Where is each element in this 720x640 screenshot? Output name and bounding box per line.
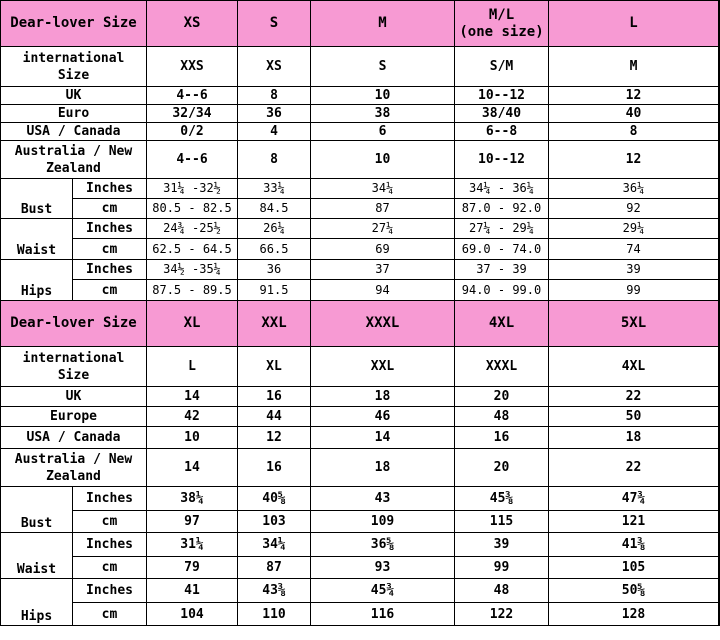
table-row [1,603,720,626]
hips-cm-value: 94.0 - 99.0 [455,280,549,301]
international-size-value: M [549,47,719,87]
international-size-2-value: XXXL [455,347,549,387]
waist-inches-value [719,219,720,239]
waist-2-cm-value [719,557,720,579]
size-header-2-title: Dear-lover Size [1,301,147,347]
waist-2-cm-label: cm [73,557,147,579]
bust-2-inches-label: Inches [73,487,147,511]
size-header-size: M/L (one size) [455,1,549,47]
size-header-size: L [549,1,719,47]
uk-size-value: 10--12 [455,87,549,105]
waist-inches-value: 29¼ [549,219,719,239]
uk-size-label: UK [1,87,147,105]
uk-size-2-label: UK [1,387,147,407]
bust-cm-value: 80.5 - 82.5 [147,199,238,219]
waist-inches-label: Inches [73,219,147,239]
table-row [1,1,720,47]
table-row [1,47,720,87]
waist-2-inches-value: 41⅜ [549,533,719,557]
waist-2-cm-value: 99 [455,557,549,579]
europe-size-2-value: 44 [238,407,311,427]
bust-2-cm-label: cm [73,511,147,533]
waist-cm-value: 62.5 - 64.5 [147,239,238,260]
australia-size-2-value: 14 [147,449,238,487]
bust-2-inches-value: 43 [311,487,455,511]
table-row [1,387,720,407]
europe-size-2-value: 42 [147,407,238,427]
usa-size-value [719,123,720,141]
bust-2-cm-value: 115 [455,511,549,533]
uk-size-value: 8 [238,87,311,105]
usa-size-2-value: 18 [549,427,719,449]
usa-size-value: 6--8 [455,123,549,141]
hips-cm-value: 91.5 [238,280,311,301]
waist-inches-value: 27¼ - 29¼ [455,219,549,239]
hips-inches-value [719,260,720,280]
europe-size-2-value: 48 [455,407,549,427]
international-size-label: international Size [1,47,147,87]
size-header-size: M [311,1,455,47]
international-size-2-value: 4XL [549,347,719,387]
usa-size-label: USA / Canada [1,123,147,141]
table-row [1,239,720,260]
usa-size-value: 0/2 [147,123,238,141]
uk-size-value: 10 [311,87,455,105]
euro-size-value: 38 [311,105,455,123]
euro-size-label: Euro [1,105,147,123]
table-row [1,260,720,280]
bust-inches-label: Inches [73,179,147,199]
hips-2-cm-value: 122 [455,603,549,626]
hips-inches-value: 36 [238,260,311,280]
waist-inches-value: 27¼ [311,219,455,239]
euro-size-value: 38/40 [455,105,549,123]
hips-cm-label: cm [73,280,147,301]
bust-2-inches-value: 40⅝ [238,487,311,511]
bust-2-inches-value: 38¼ [147,487,238,511]
table-row [1,123,720,141]
bust-2-cm-value [719,511,720,533]
australia-size-value: 4--6 [147,141,238,179]
size-header-size [719,1,720,47]
australia-size-2-label: Australia / New Zealand [1,449,147,487]
uk-size-value: 4--6 [147,87,238,105]
waist-2-label: Waist [1,533,73,579]
europe-size-2-value: 50 [549,407,719,427]
usa-size-2-value [719,427,720,449]
australia-size-value: 12 [549,141,719,179]
bust-2-cm-value: 109 [311,511,455,533]
size-header-size: S [238,1,311,47]
australia-size-value: 10--12 [455,141,549,179]
bust-2-inches-value [719,487,720,511]
hips-cm-value: 99 [549,280,719,301]
waist-inches-value: 26¼ [238,219,311,239]
waist-2-cm-value: 87 [238,557,311,579]
australia-size-2-value: 22 [549,449,719,487]
waist-2-cm-value: 105 [549,557,719,579]
hips-2-inches-value: 48 [455,579,549,603]
hips-2-label: Hips [1,579,73,626]
euro-size-value: 36 [238,105,311,123]
hips-2-inches-value: 45¾ [311,579,455,603]
waist-label: Waist [1,219,73,260]
hips-cm-value [719,280,720,301]
waist-2-cm-value: 93 [311,557,455,579]
table-row [1,219,720,239]
uk-size-2-value: 14 [147,387,238,407]
table-row [1,199,720,219]
bust-cm-value: 84.5 [238,199,311,219]
table-row [1,487,720,511]
table-row [1,533,720,557]
waist-2-inches-label: Inches [73,533,147,557]
international-size-value: S [311,47,455,87]
euro-size-value: 40 [549,105,719,123]
waist-cm-value: 69.0 - 74.0 [455,239,549,260]
waist-cm-label: cm [73,239,147,260]
size-header-2-size: XXL [238,301,311,347]
europe-size-2-value: 46 [311,407,455,427]
waist-cm-value: 74 [549,239,719,260]
size-header-2-size: XXXL [311,301,455,347]
hips-2-cm-value: 128 [549,603,719,626]
bust-2-cm-value: 121 [549,511,719,533]
size-header-size: XS [147,1,238,47]
usa-size-2-value: 12 [238,427,311,449]
hips-2-inches-value: 41 [147,579,238,603]
waist-cm-value: 69 [311,239,455,260]
bust-inches-value: 34¼ - 36¼ [455,179,549,199]
international-size-2-label: international Size [1,347,147,387]
uk-size-2-value: 18 [311,387,455,407]
hips-inches-label: Inches [73,260,147,280]
australia-size-value: 10 [311,141,455,179]
uk-size-2-value: 16 [238,387,311,407]
table-row [1,557,720,579]
bust-inches-value [719,179,720,199]
size-header-2-size: XL [147,301,238,347]
international-size-2-value [719,347,720,387]
waist-2-inches-value [719,533,720,557]
international-size-value: S/M [455,47,549,87]
size-header-2-size: 4XL [455,301,549,347]
hips-2-cm-value [719,603,720,626]
waist-2-cm-value: 79 [147,557,238,579]
usa-size-value: 8 [549,123,719,141]
waist-2-inches-value: 39 [455,533,549,557]
australia-size-value: 8 [238,141,311,179]
table-row [1,301,720,347]
waist-2-inches-value: 36⅝ [311,533,455,557]
euro-size-value [719,105,720,123]
australia-size-2-value: 16 [238,449,311,487]
uk-size-value: 12 [549,87,719,105]
hips-2-cm-value: 110 [238,603,311,626]
waist-2-inches-value: 31¼ [147,533,238,557]
usa-size-value: 4 [238,123,311,141]
waist-cm-value: 66.5 [238,239,311,260]
table-row [1,511,720,533]
table-row [1,141,720,179]
bust-cm-value [719,199,720,219]
bust-2-label: Bust [1,487,73,533]
usa-size-2-value: 10 [147,427,238,449]
bust-2-cm-value: 97 [147,511,238,533]
australia-size-2-value [719,449,720,487]
hips-2-inches-value: 50⅝ [549,579,719,603]
hips-inches-value: 37 - 39 [455,260,549,280]
usa-size-2-value: 14 [311,427,455,449]
uk-size-value [719,87,720,105]
usa-size-value: 6 [311,123,455,141]
bust-cm-label: cm [73,199,147,219]
hips-2-inches-label: Inches [73,579,147,603]
table-row [1,347,720,387]
hips-inches-value: 39 [549,260,719,280]
hips-cm-value: 94 [311,280,455,301]
hips-label: Hips [1,260,73,301]
hips-2-cm-value: 104 [147,603,238,626]
table-row [1,280,720,301]
hips-2-cm-label: cm [73,603,147,626]
table-row [1,407,720,427]
australia-size-value [719,141,720,179]
international-size-value: XS [238,47,311,87]
uk-size-2-value: 20 [455,387,549,407]
waist-cm-value [719,239,720,260]
euro-size-value: 32/34 [147,105,238,123]
bust-cm-value: 87.0 - 92.0 [455,199,549,219]
bust-2-inches-value: 47¾ [549,487,719,511]
bust-2-inches-value: 45⅜ [455,487,549,511]
table-row [1,449,720,487]
waist-inches-value: 24¾ -25½ [147,219,238,239]
australia-size-2-value: 20 [455,449,549,487]
usa-size-2-value: 16 [455,427,549,449]
hips-2-inches-value: 43⅜ [238,579,311,603]
usa-size-2-label: USA / Canada [1,427,147,449]
bust-inches-value: 34¼ [311,179,455,199]
hips-2-cm-value: 116 [311,603,455,626]
hips-inches-value: 34½ -35¼ [147,260,238,280]
international-size-value [719,47,720,87]
bust-inches-value: 36¼ [549,179,719,199]
table-row [1,105,720,123]
bust-inches-value: 33¼ [238,179,311,199]
table-row [1,179,720,199]
hips-cm-value: 87.5 - 89.5 [147,280,238,301]
table-row [1,87,720,105]
bust-cm-value: 87 [311,199,455,219]
europe-size-2-value [719,407,720,427]
europe-size-2-label: Europe [1,407,147,427]
uk-size-2-value [719,387,720,407]
bust-label: Bust [1,179,73,219]
size-header-2-size: 5XL [549,301,719,347]
waist-2-inches-value: 34¼ [238,533,311,557]
size-header-title: Dear-lover Size [1,1,147,47]
australia-size-2-value: 18 [311,449,455,487]
international-size-2-value: XXL [311,347,455,387]
international-size-2-value: L [147,347,238,387]
size-header-2-size [719,301,720,347]
bust-inches-value: 31¼ -32½ [147,179,238,199]
bust-2-cm-value: 103 [238,511,311,533]
bust-cm-value: 92 [549,199,719,219]
australia-size-label: Australia / New Zealand [1,141,147,179]
table-row [1,427,720,449]
table-row [1,579,720,603]
international-size-value: XXS [147,47,238,87]
hips-2-inches-value [719,579,720,603]
hips-inches-value: 37 [311,260,455,280]
international-size-2-value: XL [238,347,311,387]
uk-size-2-value: 22 [549,387,719,407]
